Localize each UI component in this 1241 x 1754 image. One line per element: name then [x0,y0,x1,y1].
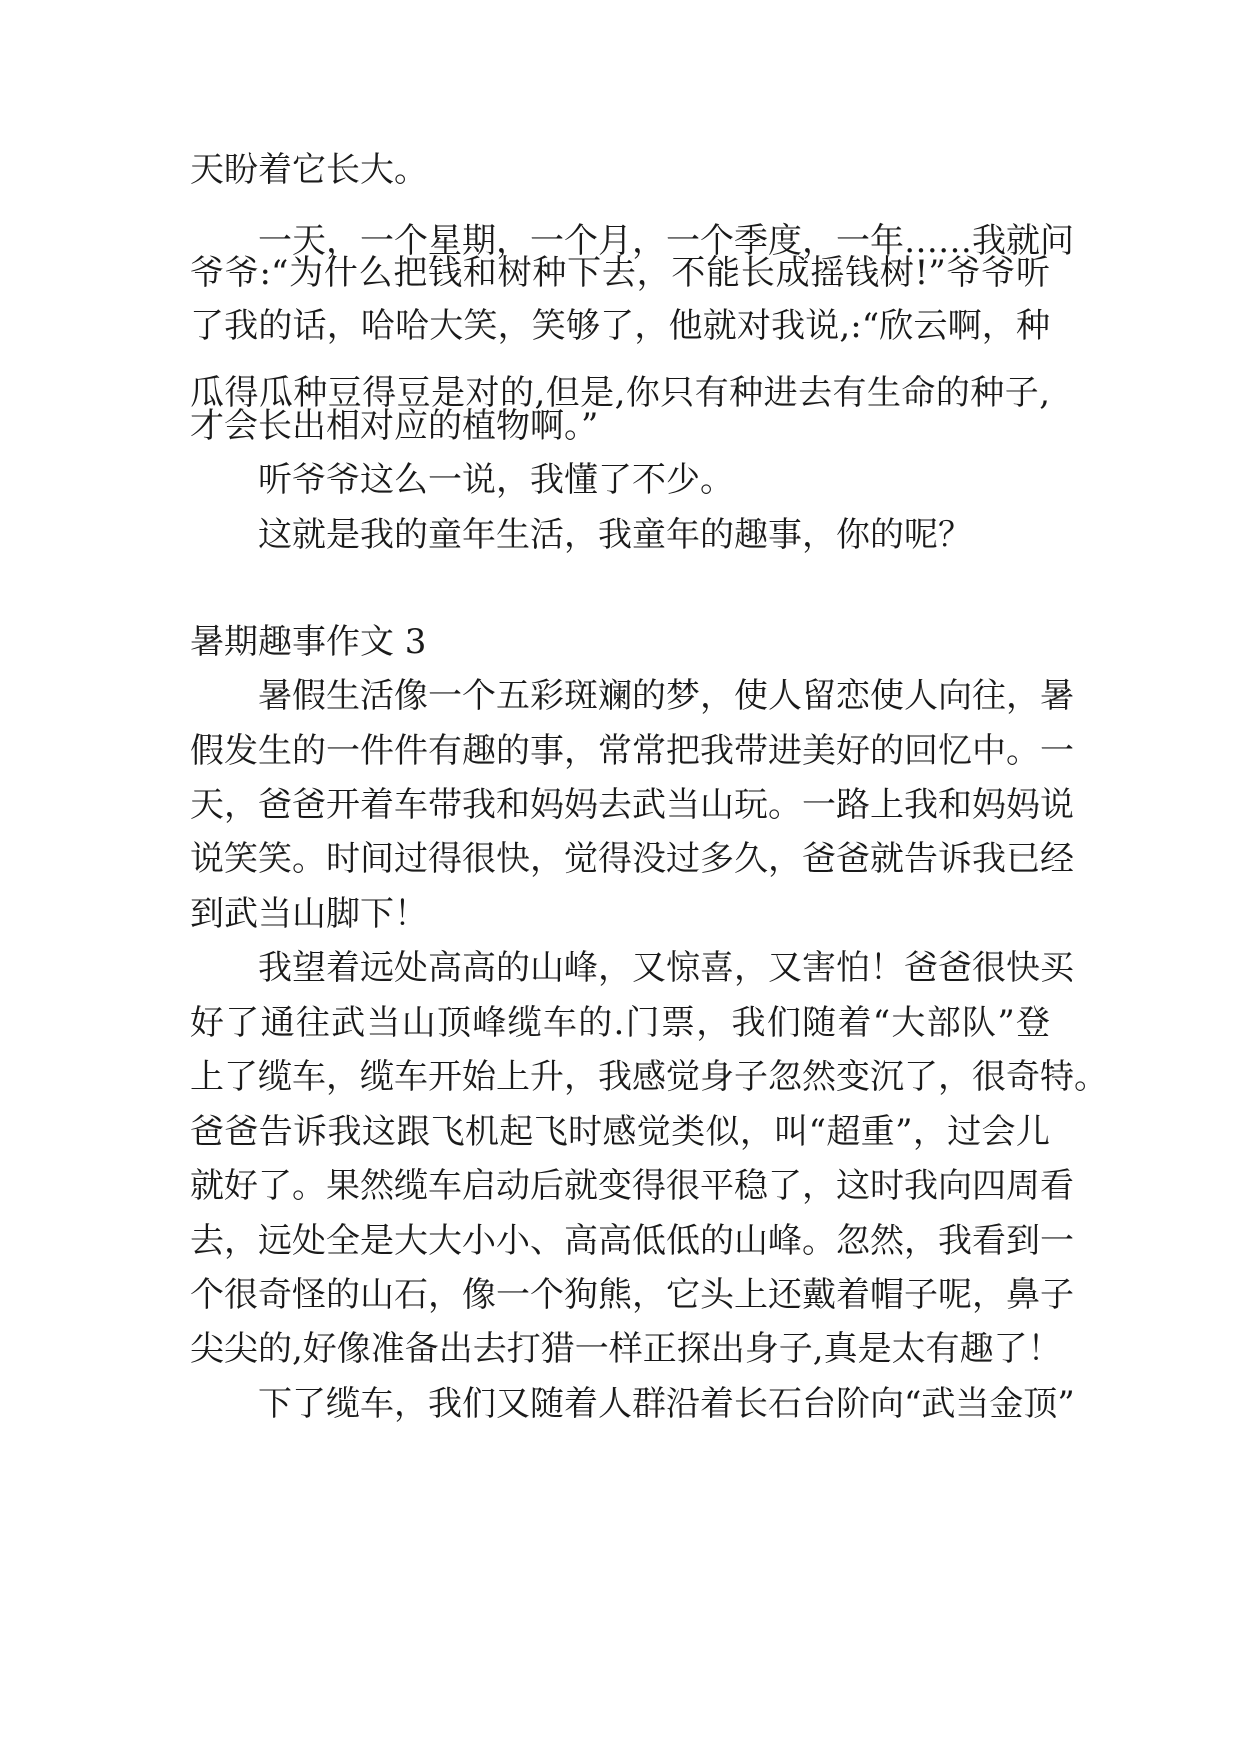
paragraph-line: 爷爷:“为什么把钱和树种下去，不能长成摇钱树!”爷爷听 [190,253,1050,293]
paragraph-line: 说笑笑。时间过得很快，觉得没过多久，爸爸就告诉我已经 [190,839,1074,879]
paragraph-line: 去，远处全是大大小小、高高低低的山峰。忽然，我看到一 [190,1221,1074,1261]
paragraph-line: 下了缆车，我们又随着人群沿着长石台阶向“武当金顶” [258,1384,1075,1424]
paragraph-line: 上了缆车，缆车开始上升，我感觉身子忽然变沉了，很奇特。 [190,1057,1108,1097]
paragraph-line: 天盼着它长大。 [190,150,428,190]
paragraph-line: 假发生的一件件有趣的事，常常把我带进美好的回忆中。一 [190,731,1074,771]
paragraph-line: 了我的话，哈哈大笑，笑够了，他就对我说,:“欣云啊，种 [190,306,1050,346]
paragraph-line: 瓜得瓜种豆得豆是对的,但是,你只有种进去有生命的种子, [190,373,1050,413]
paragraph-line: 这就是我的童年生活，我童年的趣事，你的呢？ [258,515,972,555]
paragraph-line: 我望着远处高高的山峰，又惊喜，又害怕！爸爸很快买 [258,948,1074,988]
paragraph-line: 听爷爷这么一说，我懂了不少。 [258,460,734,500]
paragraph-line: 才会长出相对应的植物啊。” [190,406,599,446]
section-title: 暑期趣事作文 3 [190,622,427,662]
paragraph-line: 天，爸爸开着车带我和妈妈去武当山玩。一路上我和妈妈说 [190,785,1074,825]
paragraph-line: 个很奇怪的山石，像一个狗熊，它头上还戴着帽子呢，鼻子 [190,1275,1074,1315]
paragraph-line: 暑假生活像一个五彩斑斓的梦，使人留恋使人向往，暑 [258,676,1074,716]
paragraph-line: 就好了。果然缆车启动后就变得很平稳了，这时我向四周看 [190,1166,1074,1206]
paragraph-line: 尖尖的,好像准备出去打猎一样正探出身子,真是太有趣了！ [190,1329,1062,1369]
paragraph-line: 一天，一个星期，一个月，一个季度，一年……我就问 [258,221,1074,261]
paragraph-line: 到武当山脚下！ [190,894,428,934]
paragraph-line: 好了通往武当山顶峰缆车的.门票，我们随着“大部队”登 [190,1003,1050,1043]
paragraph-line: 爸爸告诉我这跟飞机起飞时感觉类似，叫“超重”，过会儿 [190,1112,1050,1152]
